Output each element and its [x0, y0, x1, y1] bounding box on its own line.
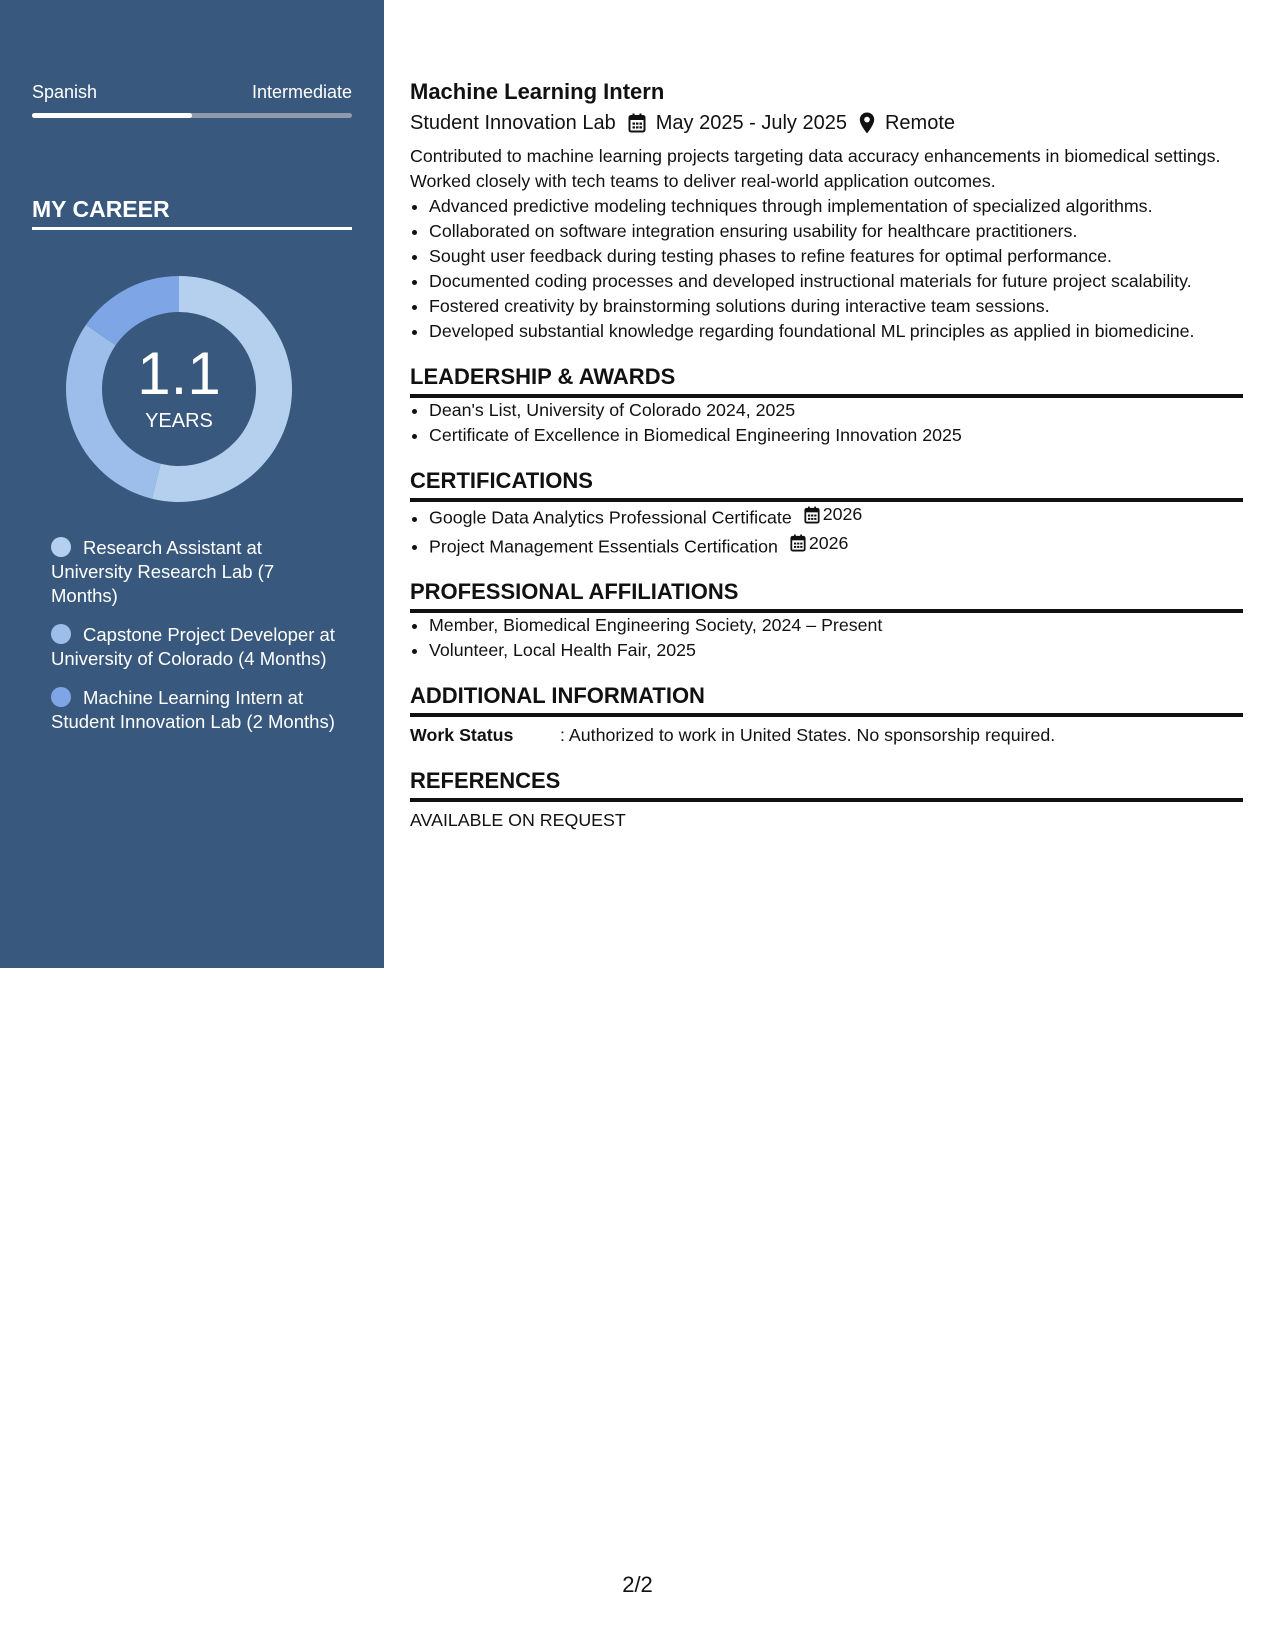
job-bullet: • Sought user feedback during testing phases to refine features for optimal performance.	[429, 244, 1243, 269]
career-legend-label: Research Assistant at University Research Lab (7 Months)	[51, 537, 275, 606]
career-total-value: 1.1	[137, 340, 221, 407]
calendar-icon	[628, 113, 646, 133]
legend-dot-icon	[51, 624, 71, 644]
references-heading: REFERENCES	[410, 766, 1243, 802]
certification-item	[429, 531, 1243, 560]
job-bullet: • Advanced predictive modeling techniques through implementation of specialized algorithms.	[429, 194, 1243, 219]
calendar-icon	[790, 534, 806, 552]
leadership-item: • Dean's List, University of Colorado 2024, 2025	[429, 398, 1243, 423]
references-text: AVAILABLE ON REQUEST	[410, 810, 626, 830]
language-name: Spanish	[32, 82, 98, 102]
career-legend-label: Capstone Project Developer at University of Colorado (4 Months)	[51, 624, 335, 669]
page-number: 2/2	[622, 1572, 653, 1597]
career-legend-item	[51, 536, 341, 608]
leadership-item: • Certificate of Excellence in Biomedical Engineering Innovation 2025	[429, 423, 1243, 448]
legend-dot-icon	[51, 687, 71, 707]
additional-info-heading: ADDITIONAL INFORMATION	[410, 681, 1243, 717]
affiliations-heading: PROFESSIONAL AFFILIATIONS	[410, 577, 1243, 613]
career-total	[66, 276, 292, 502]
main-content	[410, 78, 1243, 833]
language-skill	[32, 82, 352, 118]
legend-dot-icon	[51, 537, 71, 557]
certification-item	[429, 502, 1243, 531]
leadership-heading: LEADERSHIP & AWARDS	[410, 362, 1243, 398]
career-legend-item	[51, 686, 341, 734]
work-status-label: Work Status	[410, 725, 514, 745]
career-heading: MY CAREER	[32, 196, 352, 230]
affiliation-item: • Volunteer, Local Health Fair, 2025	[429, 638, 1243, 663]
company-name: Student Innovation Lab	[410, 112, 616, 134]
experience-entry	[410, 78, 1243, 344]
job-bullet: • Developed substantial knowledge regarding foundational ML principles as applied in biomedicine.	[429, 319, 1243, 344]
language-proficiency-fill	[32, 113, 192, 118]
language-proficiency-bar	[32, 113, 352, 118]
certifications-list	[410, 502, 1243, 559]
certification-year: 2026	[808, 532, 849, 553]
job-meta	[410, 110, 1243, 136]
location-pin-icon	[859, 112, 875, 134]
job-title: Machine Learning Intern	[410, 79, 665, 104]
job-location: Remote	[884, 112, 955, 134]
job-bullet: • Fostered creativity by brainstorming solutions during interactive team sessions.	[429, 294, 1243, 319]
calendar-icon	[804, 506, 820, 524]
certification-year: 2026	[822, 504, 863, 524]
sidebar	[0, 0, 384, 968]
job-bullet: • Collaborated on software integration ensuring usability for healthcare practitioners.	[429, 219, 1243, 244]
job-bullets	[410, 194, 1243, 344]
career-legend-label: Machine Learning Intern at Student Innovation Lab (2 Months)	[51, 687, 335, 732]
career-legend	[51, 536, 341, 749]
certifications-heading: CERTIFICATIONS	[410, 466, 1243, 502]
certification-name: Project Management Essentials Certification	[429, 536, 778, 556]
job-summary: Contributed to machine learning projects targeting data accuracy enhancements in biomedical settings. Worked closely with tech teams to deliver real-world application outcomes.	[410, 146, 1221, 191]
work-status-row	[410, 723, 1243, 748]
job-bullet: • Documented coding processes and developed instructional materials for future project scalability.	[429, 269, 1243, 294]
language-level: Intermediate	[251, 82, 352, 102]
affiliations-list	[410, 613, 1243, 663]
work-status-value: : Authorized to work in United States. No sponsorship required.	[560, 725, 1056, 745]
career-total-unit: YEARS	[145, 410, 213, 432]
career-legend-item	[51, 623, 341, 671]
job-dates: May 2025 - July 2025	[655, 112, 847, 134]
certification-name: Google Data Analytics Professional Certificate	[429, 507, 792, 528]
affiliation-item: • Member, Biomedical Engineering Society, 2024 – Present	[429, 613, 1243, 638]
leadership-list	[410, 398, 1243, 448]
